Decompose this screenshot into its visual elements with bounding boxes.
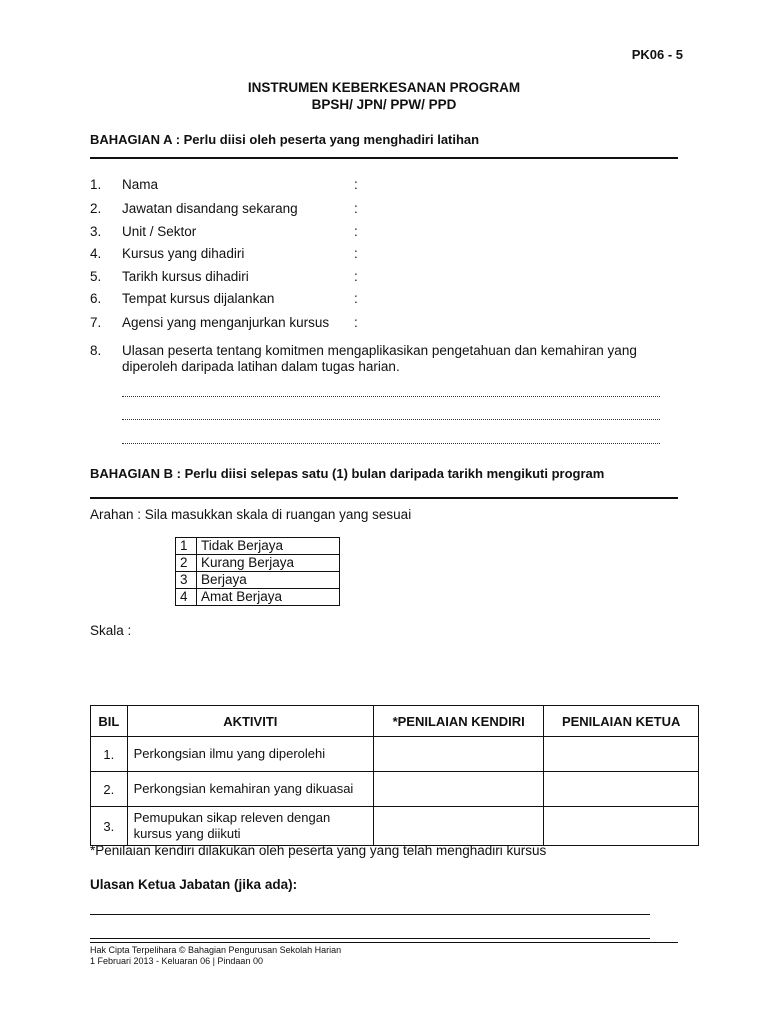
table-row xyxy=(91,737,699,772)
item-number: 6. xyxy=(90,291,102,306)
item-number: 3. xyxy=(90,224,102,239)
scale-number: 2 xyxy=(176,555,197,572)
scale-number: 4 xyxy=(176,589,197,606)
answer-line-2[interactable] xyxy=(122,419,660,420)
item-number: 7. xyxy=(90,315,102,330)
document-title: INSTRUMEN KEBERKESANAN PROGRAM xyxy=(247,80,521,95)
item-answer-field[interactable]: : xyxy=(354,269,358,284)
item-answer-field[interactable]: : xyxy=(354,246,358,261)
row-penilaian-kendiri-cell[interactable] xyxy=(373,772,543,807)
instruction-text: Arahan : Sila masukkan skala di ruangan yang sesuai xyxy=(90,507,412,522)
scale-label: Amat Berjaya xyxy=(197,589,340,606)
footer-version: 1 Februari 2013 - Keluaran 06 | Pindaan 00 xyxy=(90,956,263,966)
section-a-divider xyxy=(90,157,678,159)
row-penilaian-ketua-cell[interactable] xyxy=(544,807,699,846)
row-aktiviti: Perkongsian kemahiran yang dikuasai xyxy=(127,772,373,807)
ulasan-line-1[interactable] xyxy=(90,914,650,915)
row-aktiviti: Pemupukan sikap releven dengan kursus yang diikuti xyxy=(127,807,373,846)
item-number: 2. xyxy=(90,201,102,216)
item-label: Tarikh kursus dihadiri xyxy=(122,269,249,284)
section-b-heading: BAHAGIAN B : Perlu diisi selepas satu (1) bulan daripada tarikh mengikuti program xyxy=(90,466,605,481)
item-answer-field[interactable]: : xyxy=(354,177,358,192)
scale-label: Kurang Berjaya xyxy=(197,555,340,572)
row-penilaian-ketua-cell[interactable] xyxy=(544,737,699,772)
item-label: Tempat kursus dijalankan xyxy=(122,291,275,306)
section-a-heading: BAHAGIAN A : Perlu diisi oleh peserta yang menghadiri latihan xyxy=(90,132,480,147)
document-subtitle: BPSH/ JPN/ PPW/ PPD xyxy=(311,97,457,112)
scale-label: Berjaya xyxy=(197,572,340,589)
scale-row xyxy=(176,555,340,572)
row-bil: 2. xyxy=(91,772,128,807)
answer-line-1[interactable] xyxy=(122,396,660,397)
item-label: Agensi yang menganjurkan kursus xyxy=(122,315,330,330)
row-aktiviti: Perkongsian ilmu yang diperolehi xyxy=(127,737,373,772)
scale-label: Tidak Berjaya xyxy=(197,538,340,555)
item-number: 4. xyxy=(90,246,102,261)
col-aktiviti-header: AKTIVITI xyxy=(127,706,373,737)
skala-label: Skala : xyxy=(90,623,132,638)
scale-row xyxy=(176,572,340,589)
item-answer-field[interactable]: : xyxy=(354,201,358,216)
item-8-text: Ulasan peserta tentang komitmen mengaplikasikan pengetahuan dan kemahiran yang diperoleh daripada latihan dalam tugas harian. xyxy=(122,343,637,374)
section-b-divider xyxy=(90,497,678,499)
row-bil: 3. xyxy=(91,807,128,846)
col-kendiri-header: *PENILAIAN KENDIRI xyxy=(373,706,543,737)
footer-copyright: Hak Cipta Terpelihara © Bahagian Pengurusan Sekolah Harian xyxy=(90,945,342,955)
row-penilaian-ketua-cell[interactable] xyxy=(544,772,699,807)
item-number: 8. xyxy=(90,343,102,358)
item-number: 1. xyxy=(90,177,102,192)
scale-row xyxy=(176,538,340,555)
item-number: 5. xyxy=(90,269,102,284)
item-label: Kursus yang dihadiri xyxy=(122,246,245,261)
row-bil: 1. xyxy=(91,737,128,772)
table-row xyxy=(91,807,699,846)
evaluation-table xyxy=(90,705,699,846)
item-label: Unit / Sektor xyxy=(122,224,197,239)
item-answer-field[interactable]: : xyxy=(354,224,358,239)
scale-number: 3 xyxy=(176,572,197,589)
item-label: Jawatan disandang sekarang xyxy=(122,201,298,216)
scale-number: 1 xyxy=(176,538,197,555)
item-answer-field[interactable]: : xyxy=(354,315,358,330)
footer-divider xyxy=(90,942,678,943)
col-ketua-header: PENILAIAN KETUA xyxy=(544,706,699,737)
item-label: Nama xyxy=(122,177,159,192)
item-answer-field[interactable]: : xyxy=(354,291,358,306)
answer-line-3[interactable] xyxy=(122,443,660,444)
self-assessment-note: *Penilaian kendiri dilakukan oleh peserta yang yang telah menghadiri kursus xyxy=(90,843,547,858)
row-penilaian-kendiri-cell[interactable] xyxy=(373,737,543,772)
scale-legend-table xyxy=(175,537,340,606)
col-bil-header: BIL xyxy=(91,706,128,737)
ulasan-ketua-heading: Ulasan Ketua Jabatan (jika ada): xyxy=(90,877,298,892)
ulasan-line-2[interactable] xyxy=(90,938,650,939)
table-row xyxy=(91,772,699,807)
row-penilaian-kendiri-cell[interactable] xyxy=(373,807,543,846)
scale-row xyxy=(176,589,340,606)
document-code: PK06 - 5 xyxy=(631,47,683,62)
